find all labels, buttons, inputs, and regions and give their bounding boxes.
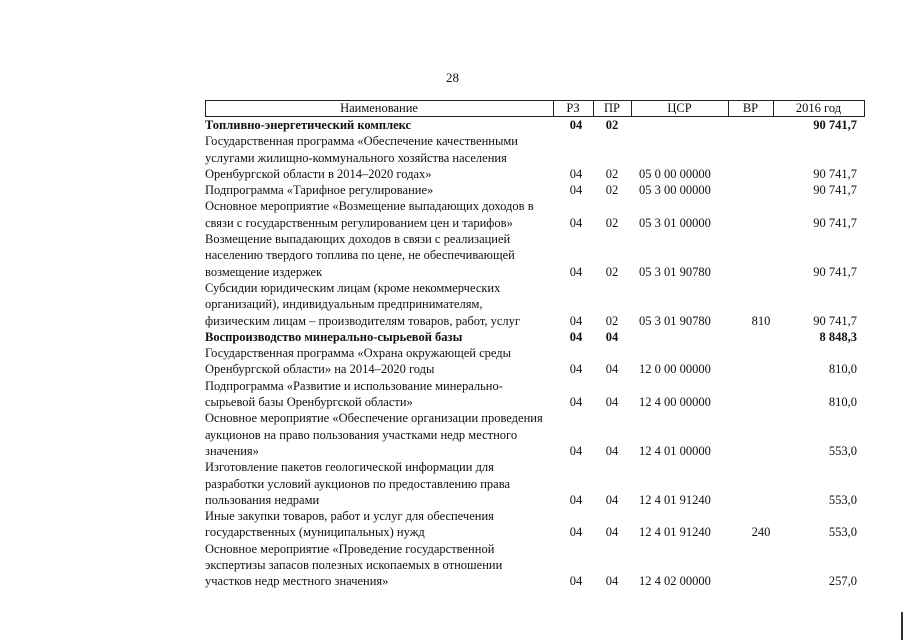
- header-rz: РЗ: [566, 101, 580, 115]
- table-row: [205, 280, 865, 329]
- table-row: [205, 231, 865, 280]
- row-csr: 12 0 00 00000: [639, 362, 711, 377]
- table-row: [205, 378, 865, 411]
- row-sum: 90 741,7: [813, 118, 857, 132]
- row-sum: 257,0: [828, 574, 857, 589]
- row-csr: 12 4 00 00000: [639, 395, 711, 410]
- page-number: 28: [446, 70, 459, 85]
- row-rz: 04: [569, 362, 583, 377]
- row-name: Государственная программа «Охрана окружающей среды Оренбургской области» на 2014–2020 годы: [205, 346, 512, 377]
- row-rz: 04: [569, 525, 583, 540]
- table-row: [205, 329, 865, 345]
- row-csr: 12 4 01 00000: [639, 443, 711, 458]
- table-row: [205, 508, 865, 541]
- table-row: [205, 117, 865, 133]
- row-rz: 04: [569, 574, 583, 589]
- row-csr: 05 3 00 00000: [639, 183, 711, 198]
- table-row: [205, 345, 865, 378]
- row-csr: 05 3 01 00000: [639, 215, 711, 230]
- table-header: [205, 100, 865, 117]
- row-rz: 04: [569, 492, 583, 507]
- row-sum: 90 741,7: [813, 215, 857, 230]
- row-name: Подпрограмма «Тарифное регулирование»: [205, 183, 434, 198]
- row-pr: 02: [605, 183, 619, 198]
- row-sum: 90 741,7: [813, 166, 857, 181]
- row-pr: 02: [605, 118, 619, 132]
- row-sum: 90 741,7: [813, 313, 857, 328]
- table-row: [205, 133, 865, 182]
- row-rz: 04: [569, 166, 583, 181]
- row-pr: 02: [605, 166, 619, 181]
- table-row: [205, 410, 865, 459]
- row-name: Воспроизводство минерально-сырьевой базы: [205, 329, 463, 344]
- row-vr: 240: [751, 525, 771, 540]
- row-pr: 02: [605, 264, 619, 279]
- table-row: [205, 541, 865, 590]
- row-sum: 553,0: [828, 443, 857, 458]
- row-csr: 05 0 00 00000: [639, 166, 711, 181]
- row-name: Иные закупки товаров, работ и услуг для обеспечения государственных (муниципальных) нужд: [205, 509, 494, 540]
- table-row: [205, 182, 865, 198]
- row-rz: 04: [569, 313, 583, 328]
- row-name: Основное мероприятие «Проведение государственной экспертизы запасов полезных ископаемых в отношении участков недр местного значения»: [205, 541, 503, 589]
- table-body: [205, 117, 865, 590]
- header-divider: [864, 100, 865, 117]
- row-vr: 810: [751, 313, 771, 328]
- row-name: Государственная программа «Обеспечение качественными услугами жилищно-коммунального хозяйства населения Оренбургской области в 2014–2020 годах»: [205, 134, 518, 181]
- row-sum: 90 741,7: [813, 183, 857, 198]
- budget-table: [205, 100, 865, 590]
- row-rz: 04: [569, 443, 583, 458]
- header-name: Наименование: [340, 101, 418, 115]
- row-rz: 04: [569, 395, 583, 410]
- row-pr: 04: [605, 362, 619, 377]
- table-row: [205, 459, 865, 508]
- row-name: Возмещение выпадающих доходов в связи с реализацией населению твердого топлива по цене, не обеспечивающей возмещение издержек: [205, 232, 515, 279]
- table-row: [205, 198, 865, 231]
- row-csr: 05 3 01 90780: [639, 264, 711, 279]
- header-csr: ЦСР: [667, 101, 692, 115]
- row-pr: 02: [605, 215, 619, 230]
- header-vr: ВР: [742, 101, 759, 115]
- row-sum: 8 848,3: [819, 329, 857, 344]
- row-rz: 04: [569, 215, 583, 230]
- row-sum: 553,0: [828, 492, 857, 507]
- scan-edge-mark: [901, 612, 903, 640]
- row-pr: 04: [605, 492, 619, 507]
- header-pr: ПР: [604, 101, 620, 115]
- row-csr: 12 4 01 91240: [639, 525, 711, 540]
- row-name: Подпрограмма «Развитие и использование минерально-сырьевой базы Оренбургской области»: [205, 378, 503, 410]
- row-pr: 04: [605, 329, 619, 344]
- row-sum: 90 741,7: [813, 264, 857, 279]
- row-name: Субсидии юридическим лицам (кроме некоммерческих организаций), индивидуальным предпринимателям, физическим лицам – производителям товаров, работ, услуг: [205, 280, 521, 328]
- row-rz: 04: [569, 329, 583, 344]
- row-rz: 04: [569, 118, 583, 132]
- row-pr: 02: [605, 313, 619, 328]
- row-name: Основное мероприятие «Возмещение выпадающих доходов в связи с государственным регулированием цен и тарифов»: [205, 199, 534, 230]
- row-csr: 12 4 02 00000: [639, 574, 711, 589]
- row-pr: 04: [605, 395, 619, 410]
- row-name: Топливно-энергетический комплекс: [205, 118, 412, 132]
- row-sum: 810,0: [828, 395, 857, 410]
- header-year: 2016 год: [795, 101, 842, 115]
- row-pr: 04: [605, 443, 619, 458]
- row-name: Изготовление пакетов геологической информации для разработки условий аукционов по предоставлению права пользования недрами: [205, 460, 511, 507]
- row-pr: 04: [605, 574, 619, 589]
- row-name: Основное мероприятие «Обеспечение организации проведения аукционов на право пользования участками недр местного значения»: [205, 411, 543, 458]
- row-pr: 04: [605, 525, 619, 540]
- row-sum: 553,0: [828, 525, 857, 540]
- row-rz: 04: [569, 183, 583, 198]
- row-sum: 810,0: [828, 362, 857, 377]
- row-csr: 12 4 01 91240: [639, 492, 711, 507]
- row-csr: 05 3 01 90780: [639, 313, 711, 328]
- row-rz: 04: [569, 264, 583, 279]
